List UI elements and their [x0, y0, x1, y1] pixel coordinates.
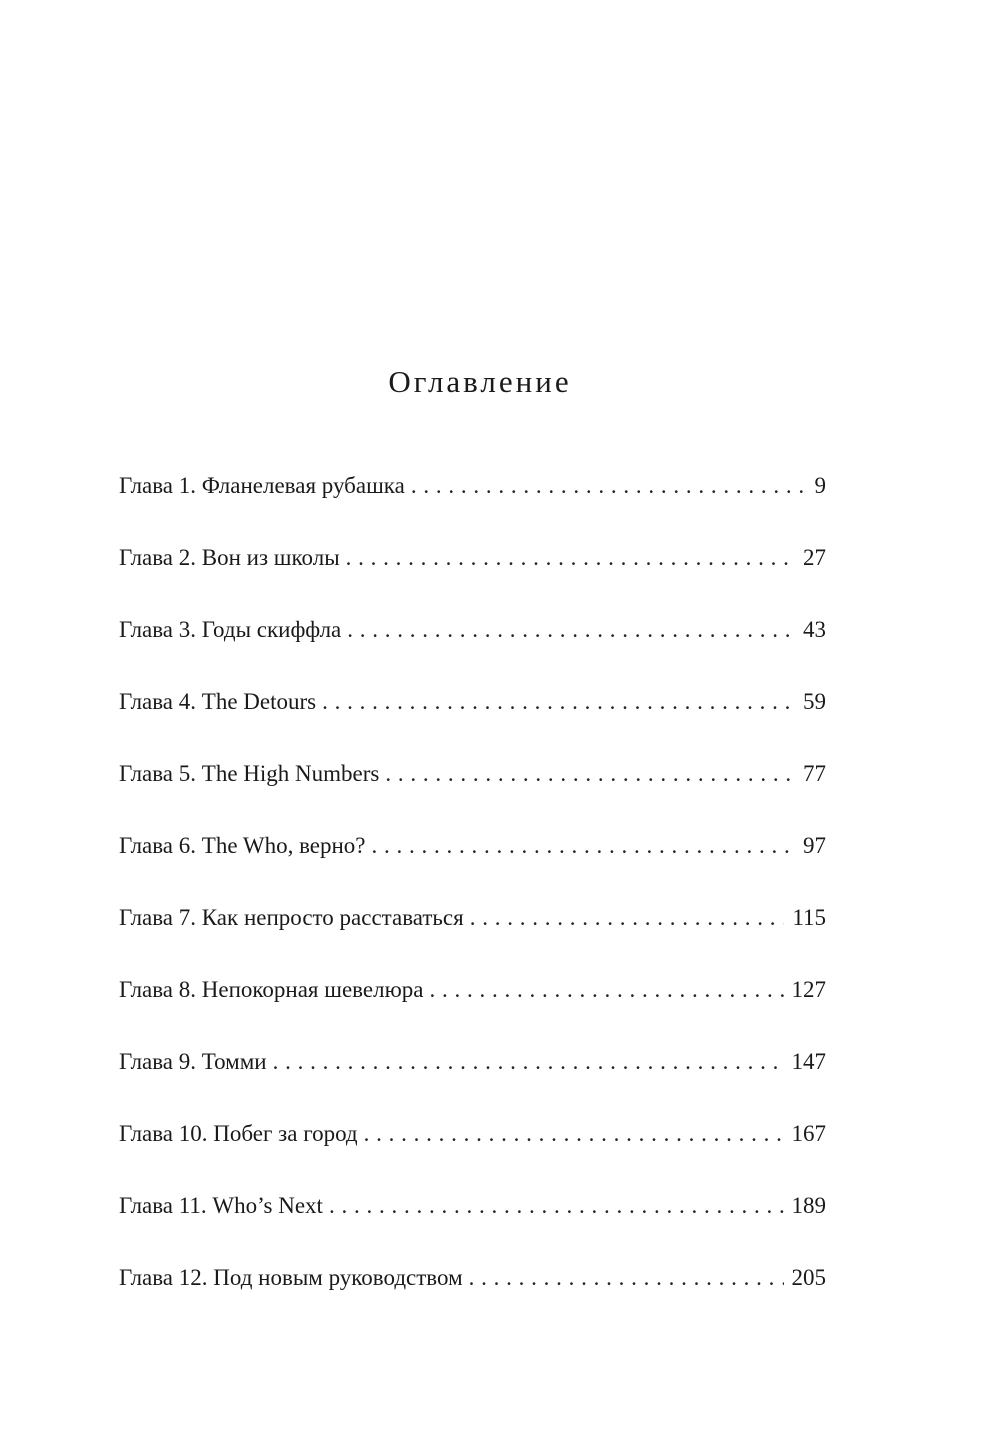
toc-entry-3[interactable] — [119, 610, 826, 682]
toc-entry-label: Глава 3. Годы скиффла — [119, 617, 342, 642]
toc-entry-label: Глава 10. Побег за город — [119, 1121, 358, 1146]
toc-entry-1[interactable] — [119, 466, 826, 538]
toc-leader-dots — [347, 610, 795, 650]
toc-leader-dots — [364, 1114, 784, 1154]
toc-leader-dots — [469, 1258, 784, 1298]
toc-entry-label: Глава 2. Вон из школы — [119, 545, 340, 570]
toc-entry-page: 115 — [792, 905, 826, 930]
toc-entry-label: Глава 12. Под новым руководством — [119, 1265, 463, 1290]
toc-entry-label: Глава 8. Непокорная шевелюра — [119, 977, 424, 1002]
toc-entry-8[interactable] — [119, 970, 826, 1042]
toc-entry-page: 27 — [803, 545, 826, 570]
toc-entry-page: 97 — [803, 833, 826, 858]
toc-leader-dots — [470, 898, 785, 938]
toc-entry-label: Глава 11. Who’s Next — [119, 1193, 323, 1218]
toc-leader-dots — [273, 1042, 784, 1082]
toc-entry-4[interactable] — [119, 682, 826, 754]
toc-entry-page: 77 — [803, 761, 826, 786]
toc-entry-label: Глава 7. Как непросто расставаться — [119, 905, 464, 930]
table-of-contents — [119, 466, 826, 1330]
toc-entry-page: 205 — [791, 1265, 826, 1290]
toc-leader-dots — [372, 826, 795, 866]
toc-entry-12[interactable] — [119, 1258, 826, 1330]
toc-entry-label: Глава 9. Томми — [119, 1049, 267, 1074]
toc-entry-page: 43 — [803, 617, 826, 642]
page-title: Оглавление — [388, 364, 572, 399]
toc-entry-7[interactable] — [119, 898, 826, 970]
toc-leader-dots — [385, 754, 795, 794]
toc-entry-label: Глава 4. The Detours — [119, 689, 317, 714]
toc-entry-page: 147 — [791, 1049, 826, 1074]
toc-entry-page: 167 — [791, 1121, 826, 1146]
toc-leader-dots — [411, 466, 807, 506]
toc-leader-dots — [329, 1186, 784, 1226]
toc-entry-page: 59 — [803, 689, 826, 714]
toc-leader-dots — [322, 682, 795, 722]
toc-entry-label: Глава 5. The High Numbers — [119, 761, 380, 786]
toc-entry-5[interactable] — [119, 754, 826, 826]
toc-entry-label: Глава 1. Фланелевая рубашка — [119, 473, 405, 498]
toc-entry-10[interactable] — [119, 1114, 826, 1186]
toc-leader-dots — [346, 538, 795, 578]
toc-leader-dots — [429, 970, 783, 1010]
toc-entry-page: 127 — [791, 977, 826, 1002]
toc-entry-label: Глава 6. The Who, верно? — [119, 833, 366, 858]
toc-entry-11[interactable] — [119, 1186, 826, 1258]
toc-entry-page: 189 — [791, 1193, 826, 1218]
toc-entry-page: 9 — [814, 473, 826, 498]
toc-entry-6[interactable] — [119, 826, 826, 898]
toc-entry-9[interactable] — [119, 1042, 826, 1114]
toc-entry-2[interactable] — [119, 538, 826, 610]
